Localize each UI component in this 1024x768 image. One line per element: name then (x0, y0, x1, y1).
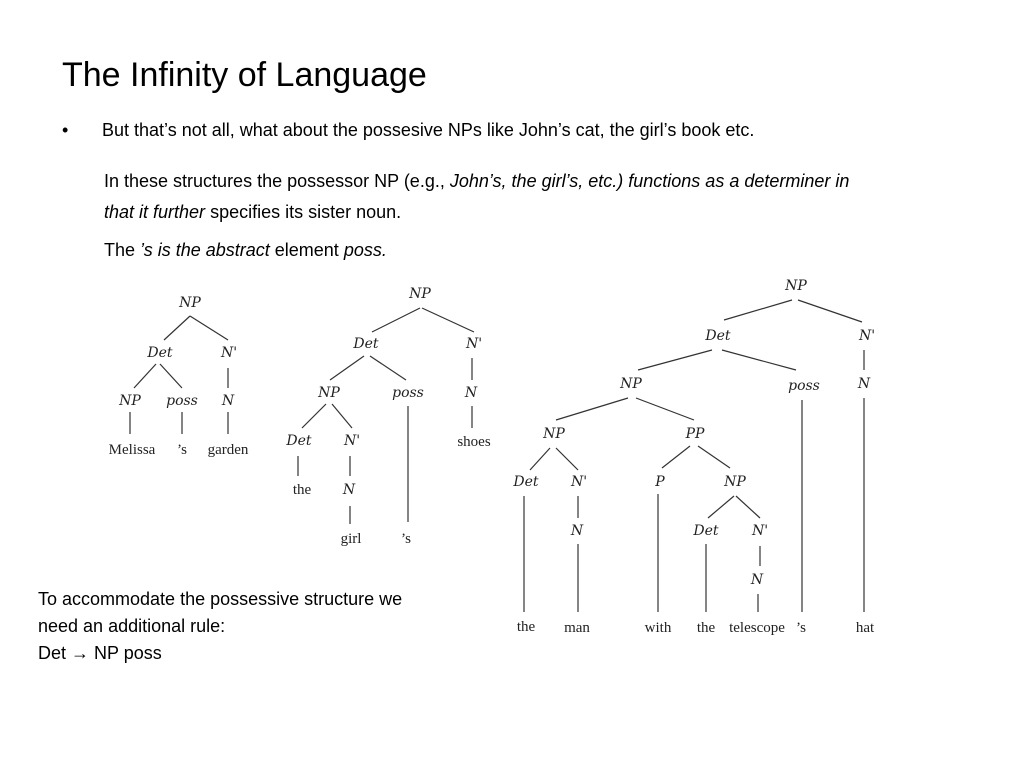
tree3-np: NP (620, 376, 642, 392)
tree3-word-the: the (516, 619, 536, 635)
tree2-inner-n: N (342, 482, 356, 498)
tree3-nbar2: N' (570, 474, 588, 490)
tree1-word-garden: garden (207, 442, 249, 458)
tree3-nbar3: N' (751, 523, 769, 539)
tree3-branches (524, 300, 864, 612)
tree3-det: Det (705, 328, 731, 344)
tree2-det: Det (353, 336, 379, 352)
tree2-inner-det: Det (286, 433, 312, 449)
tree2-word-poss: ’s (400, 531, 412, 547)
tree2-word-girl: girl (340, 531, 362, 547)
tree1-root-np: NP (179, 295, 201, 311)
possessor-explanation (104, 166, 864, 228)
explanation-italic-text: John’s, the girl’s, etc.) functions as a determiner in that it further (104, 171, 850, 222)
poss-note-text-2: element (269, 240, 344, 260)
tree2-branches (298, 308, 474, 524)
tree2-inner-nbar: N' (343, 433, 361, 449)
tree2-word-shoes: shoes (457, 434, 491, 450)
rule-note-line-2: need an additional rule: (38, 616, 226, 636)
tree2-np: NP (318, 385, 340, 401)
tree2-nbar: N' (465, 336, 483, 352)
bullet-point-text: But that’s not all, what about the possesive NPs like John’s cat, the girl’s book etc. (102, 120, 755, 140)
explanation-period: . (396, 202, 402, 222)
tree-the-girls-shoes (285, 286, 490, 547)
tree3-n: N (857, 376, 871, 392)
tree3-np2: NP (543, 426, 565, 442)
tree2-root-np: NP (409, 286, 431, 302)
tree3-root-np: NP (785, 278, 807, 294)
tree3-np3: NP (724, 474, 746, 490)
tree1-np: NP (119, 393, 141, 409)
tree1-word-poss: ’s (176, 442, 188, 458)
tree3-word-poss: ’s (795, 620, 807, 636)
tree3-word-with: with (644, 620, 672, 636)
explanation-text-1: In these structures the possessor NP (e.g., (104, 171, 450, 191)
tree1-det: Det (147, 345, 173, 361)
tree3-nbar: N' (858, 328, 876, 344)
tree-melissas-garden (109, 295, 249, 458)
poss-note-text-1: The (104, 240, 141, 260)
tree1-nbar: N' (220, 345, 238, 361)
rule-note (38, 586, 402, 667)
poss-note-italic-2: poss. (343, 240, 387, 260)
tree1-word-melissa: Melissa (108, 442, 156, 458)
tree-the-man-with-the-telescopes-hat (512, 278, 875, 636)
tree2-poss: poss (392, 385, 424, 401)
tree1-n: N (221, 393, 235, 409)
bullet-point-marker: • (62, 120, 69, 140)
poss-note-italic-1: ’s is the abstract (140, 240, 270, 260)
tree1-poss: poss (166, 393, 198, 409)
tree1-branches (130, 316, 228, 434)
tree3-word-hat: hat (855, 620, 875, 636)
poss-note (104, 238, 387, 262)
tree3-det3: Det (693, 523, 719, 539)
rule-note-line-1: To accommodate the possessive structure we (38, 589, 403, 609)
tree3-word-man: man (564, 620, 590, 636)
slide-title: The Infinity of Language (62, 56, 427, 94)
rule-note-rule: Det → NP poss (38, 643, 162, 663)
tree2-word-the: the (292, 482, 312, 498)
tree3-n2: N (570, 523, 584, 539)
explanation-text-2: specifies its sister noun (205, 202, 397, 222)
tree2-n: N (464, 385, 478, 401)
tree3-poss: poss (788, 378, 820, 394)
tree3-pp: PP (685, 426, 705, 442)
tree3-word-telescope: telescope (729, 620, 785, 636)
tree3-p: P (655, 474, 665, 490)
tree3-word-the-2: the (696, 620, 716, 636)
tree3-n3: N (750, 572, 764, 588)
tree3-det2: Det (513, 474, 539, 490)
